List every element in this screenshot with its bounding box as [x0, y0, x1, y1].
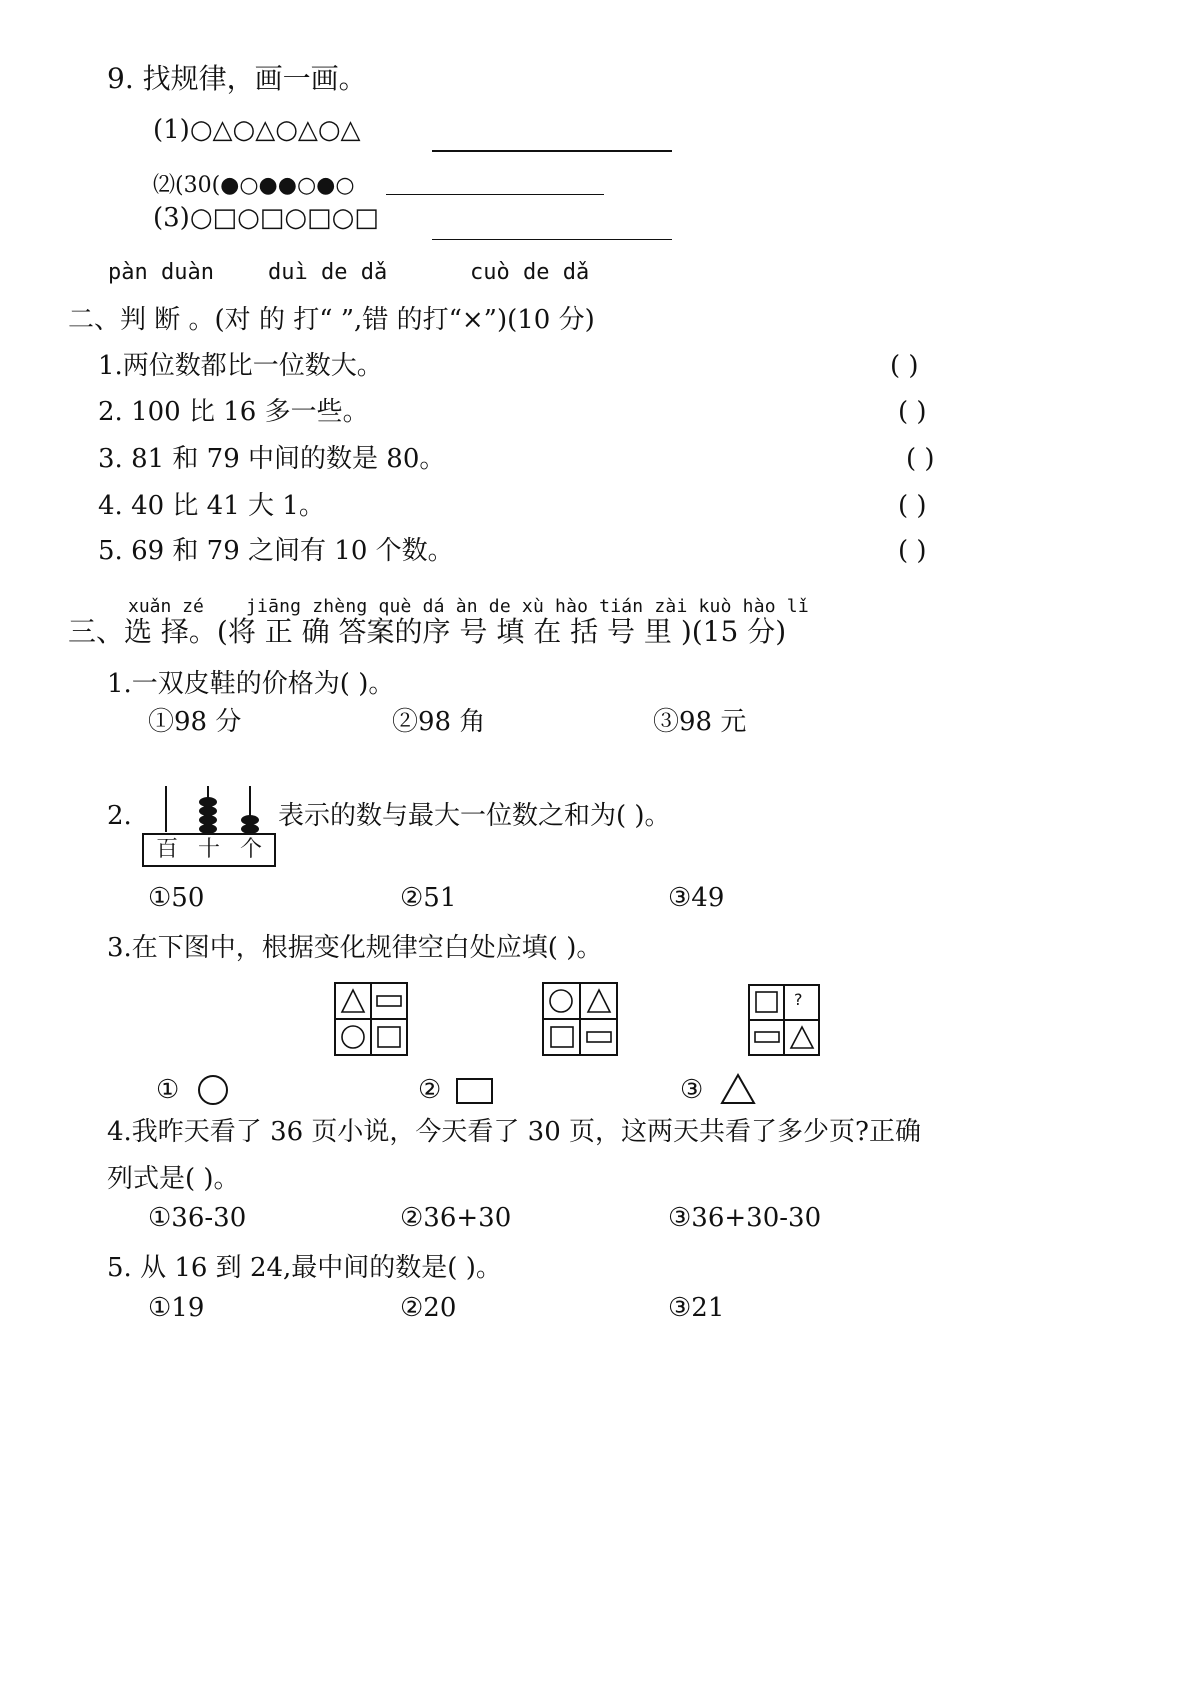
pinyin-right: duì de dǎ — [268, 260, 388, 285]
pinyin-select: xuǎn zé — [128, 596, 204, 617]
q9-title: 9. 找规律，画一画。 — [107, 62, 367, 95]
select-q5-option-3[interactable]: ③21 — [668, 1293, 725, 1323]
q9-pattern-2: ⑵(30(●○●●○●○ — [153, 173, 355, 198]
select-q4-option-3[interactable]: ③36+30-30 — [668, 1203, 822, 1233]
triangle-icon — [720, 1072, 758, 1106]
q9-pattern-1: (1)○△○△○△○△ — [153, 115, 361, 145]
select-q1-text: 1.一双皮鞋的价格为( )。 — [107, 669, 395, 699]
circle-icon — [550, 990, 572, 1012]
shape-grid-1 — [334, 982, 408, 1056]
section3-title: 三、选 择。(将 正 确 答案的序 号 填 在 括 号 里 )(15 分) — [68, 615, 787, 648]
select-q2-option-1[interactable]: ①50 — [148, 883, 205, 913]
abacus-bead — [199, 797, 217, 807]
q9-answer-line-1[interactable] — [432, 150, 672, 152]
select-q1-option-1[interactable]: ①98 分 — [148, 707, 242, 737]
select-q4-option-1[interactable]: ①36-30 — [148, 1203, 247, 1233]
select-q3-option-3[interactable]: ③ — [680, 1075, 704, 1105]
select-q3-text: 3.在下图中，根据变化规律空白处应填( )。 — [107, 933, 603, 963]
abacus-bead — [199, 824, 217, 834]
pinyin-judge: pàn duàn — [108, 260, 214, 285]
rectangle-icon — [377, 996, 401, 1006]
select-q2-option-3[interactable]: ③49 — [668, 883, 725, 913]
rectangle-icon — [456, 1076, 494, 1106]
select-q3-option-1[interactable]: ① — [156, 1075, 180, 1105]
abacus-bead — [241, 824, 259, 834]
abacus-bead — [241, 815, 259, 825]
q9-pattern-3: (3)○□○□○□○□ — [153, 203, 379, 233]
rectangle-icon — [755, 1032, 779, 1042]
section2-title: 二、判 断 。(对 的 打“ ”,错 的打“×”)(10 分) — [68, 305, 595, 335]
judge-item-5: 5. 69 和 79 之间有 10 个数。 — [98, 536, 454, 566]
judge-item-2: 2. 100 比 16 多一些。 — [98, 397, 369, 427]
select-q1-option-2[interactable]: ②98 角 — [392, 707, 486, 737]
circle-icon — [342, 1026, 364, 1048]
triangle-icon — [342, 990, 364, 1012]
pinyin-wrong: cuò de dǎ — [470, 260, 590, 285]
select-q4-line-2: 列式是( )。 — [107, 1164, 240, 1194]
abacus-label-hundreds: 百 — [156, 837, 179, 862]
select-q2-text: 表示的数与最大一位数之和为( )。 — [278, 801, 671, 831]
judge-paren-4[interactable]: ( ) — [898, 491, 927, 521]
judge-paren-3[interactable]: ( ) — [906, 444, 935, 474]
abacus-bead — [199, 815, 217, 825]
select-q5-option-2[interactable]: ②20 — [400, 1293, 457, 1323]
square-icon — [378, 1027, 400, 1047]
judge-paren-2[interactable]: ( ) — [898, 397, 927, 427]
judge-item-3: 3. 81 和 79 中间的数是 80。 — [98, 444, 446, 474]
select-q2-number: 2. — [107, 801, 132, 831]
select-q5-text: 5. 从 16 到 24,最中间的数是( )。 — [107, 1253, 502, 1283]
select-q3-option-2[interactable]: ② — [418, 1075, 442, 1105]
select-q2-option-2[interactable]: ②51 — [400, 883, 457, 913]
triangle-icon — [588, 990, 610, 1012]
select-q5-option-1[interactable]: ①19 — [148, 1293, 205, 1323]
abacus-bead — [199, 806, 217, 816]
select-q4-option-2[interactable]: ②36+30 — [400, 1203, 512, 1233]
pinyin-instructions: jiāng zhèng què dá àn de xù hào tián zài kuò hào lǐ — [246, 596, 809, 617]
select-q1-option-3[interactable]: ③98 元 — [653, 707, 747, 737]
q9-answer-line-2[interactable] — [386, 194, 604, 195]
q9-answer-line-3[interactable] — [432, 239, 672, 240]
judge-paren-1[interactable]: ( ) — [890, 351, 919, 381]
abacus-label-tens: 十 — [198, 837, 221, 862]
judge-paren-5[interactable]: ( ) — [898, 536, 927, 566]
judge-item-1: 1.两位数都比一位数大。 — [98, 351, 383, 381]
square-icon — [756, 992, 777, 1012]
circle-icon — [196, 1074, 230, 1108]
rectangle-icon — [587, 1032, 611, 1042]
shape-grid-2 — [542, 982, 618, 1056]
square-icon — [551, 1027, 573, 1047]
question-mark: ? — [794, 990, 803, 1009]
judge-item-4: 4. 40 比 41 大 1。 — [98, 491, 325, 521]
abacus-label-ones: 个 — [240, 837, 263, 862]
shape-grid-3 — [748, 984, 820, 1056]
triangle-icon — [791, 1027, 813, 1048]
select-q4-line-1: 4.我昨天看了 36 页小说，今天看了 30 页，这两天共看了多少页?正确 — [107, 1117, 921, 1147]
